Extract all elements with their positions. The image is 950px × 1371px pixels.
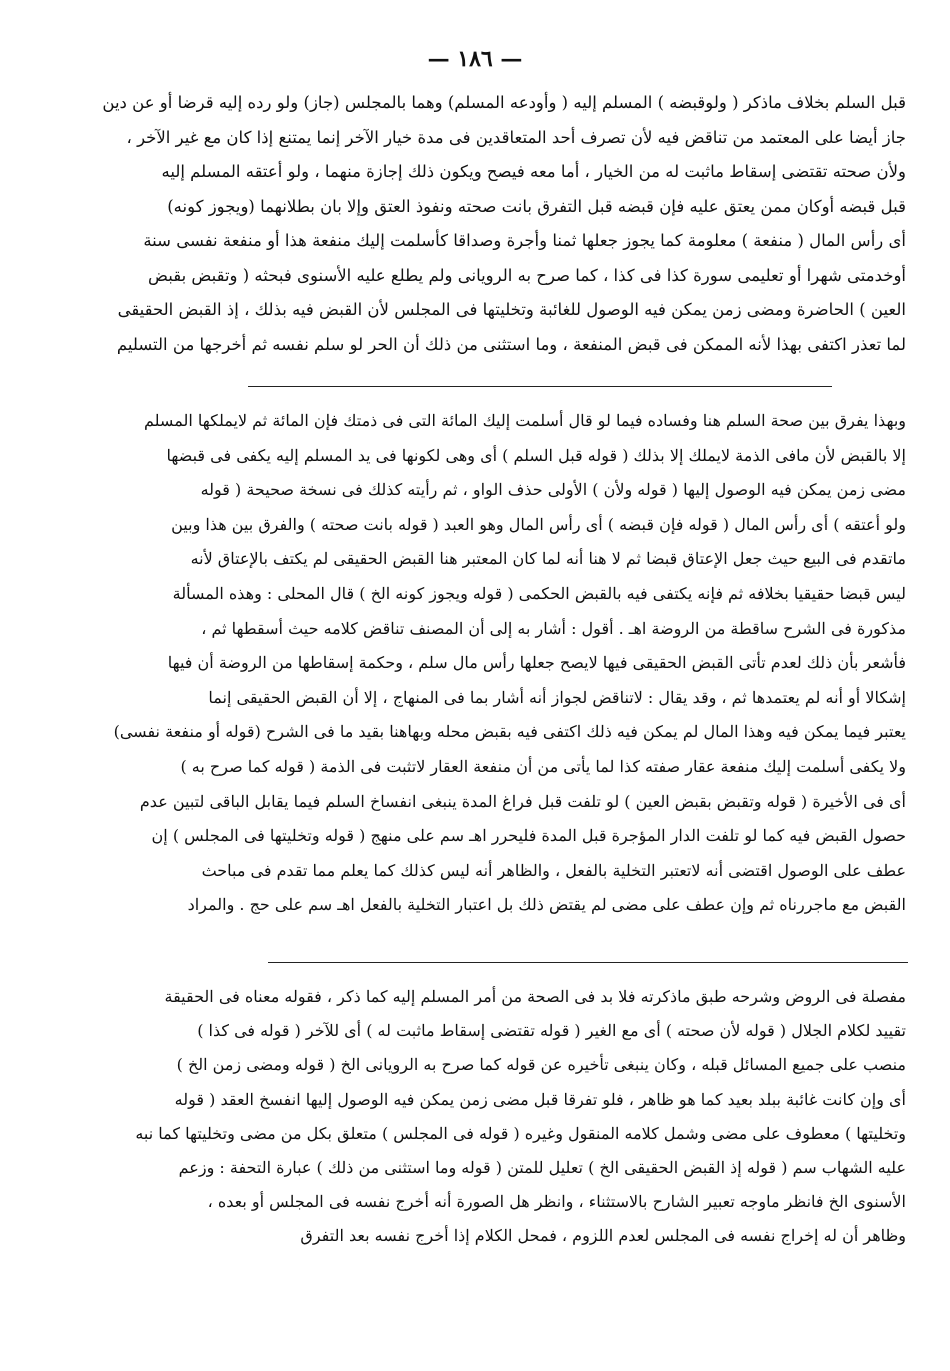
commentary-line: مذكورة فى الشرح ساقطة من الروضة اهـ . أقول : أشار به إلى أن المصنف تناقض كلامه حيث أسقطها ثم ، bbox=[201, 618, 906, 638]
section-divider bbox=[248, 386, 832, 387]
commentary-line: يعتبر فيما يمكن فيه وهذا المال لم يمكن فيه ذلك اكتفى فيه بقبض محله وبهاهنا بقيد ما فى الشرح (قوله أو منفعة نفسى) bbox=[113, 722, 906, 742]
commentary-line: حصول القبض فيه كما لو تلفت الدار المؤجرة قبل المدة فليحرر اهـ سم على منهج ( قوله وتخليتها فى المجلس ) إن bbox=[151, 826, 906, 846]
commentary-line: وبهذا يفرق بين صحة السلم هنا وفساده فيما لو قال أسلمت إليك المائة التى فى ذمتك فإن المائة ثم لايملكها المسلم bbox=[143, 411, 906, 430]
commentary-block-2 bbox=[74, 980, 906, 1254]
commentary-line: الأسنوى الخ فانظر ماوجه تعبير الشارح بالاستثناء ، وانظر هل الصورة أنه أخرج نفسه فى المجلس أو بعده ، bbox=[207, 1192, 906, 1212]
main-text-block bbox=[74, 86, 906, 362]
commentary-line: مضى زمن يمكن فيه الوصول إليها ( قوله ولأن ) الأولى حذف الواو ، ثم رأيته كذلك فى نسخة صحيحة ( قوله bbox=[200, 480, 906, 500]
commentary-line: عليه الشهاب سم ( قوله إذ القبض الحقيقى الخ ) تعليل للمتن ( قوله وما استثنى من ذلك ) عبارة التحفة : وزعم bbox=[178, 1157, 906, 1177]
commentary-block-1 bbox=[74, 404, 906, 923]
page-number: — ١٨٦ — bbox=[427, 46, 523, 72]
commentary-line: إشكالا أو أنه لم يعتمدها ثم ، وقد يقال : لاتناقض لجواز أنه أشار بما فى المنهاج ، إلا أن القبض الحقيقى إنما bbox=[208, 687, 906, 707]
main-text-line: أوخدمتى شهرا أو تعليمى سورة كذا فى كذا ، كما صرح به الرويانى ولم يطلع عليه الأسنوى فبحثه ( وتقبض بقبض bbox=[148, 265, 906, 285]
commentary-line: إلا بالقبض لأن مافى الذمة لايملك إلا بذلك ( قوله قبل السلم ) أى وهى لكونها فى يد المسلم إليه يكفى فى قبضها bbox=[166, 445, 906, 465]
commentary-line: وتخليتها ) معطوف على مضى وشمل كلامه المنقول وغيره ( قوله فى المجلس ) متعلق بكل من مضى وتخليتها كما نبه bbox=[135, 1123, 906, 1143]
commentary-line: ماتقدم فى البيع حيث جعل الإعتاق قبضا ثم لا هنا أنه لما كان المعتبر هنا القبض الحقيقى لم يكتف بالإعتاق لأنه bbox=[190, 549, 906, 569]
main-text-line: جاز أيضا على المعتمد من تناقض فيه لأن تصرف أحد المتعاقدين فى مدة خيار الآخر إنما يمتنع إذا كان مع غير الآخر ، bbox=[126, 127, 906, 147]
main-text-line: العين ) الحاضرة ومضى زمن يمكن فيه الوصول للغائبة وتخليتها فى المجلس لأن القبض فيه بذلك ، إذ القبض الحقيقى bbox=[117, 300, 906, 319]
commentary-line: مفصلة فى الروض وشرحه طبق ماذكرته فلا بد فى الصحة من أمر المسلم إليه كما ذكر ، فقوله معناه فى الحقيقة bbox=[164, 987, 906, 1006]
commentary-line: تقييد لكلام الجلال ( قوله لأن صحته ) أى مع الغير ( قوله تقتضى إسقاط ماثبت له ) أى للآخر ( قوله فى كذا ) bbox=[197, 1021, 906, 1041]
main-text-line: قبل السلم بخلاف ماذكر ( ولوقبضه ) المسلم إليه ( وأودعه المسلم) وهما بالمجلس (جاز) ولو رده إليه قرضا أو عن دين bbox=[102, 93, 906, 112]
commentary-line: منصب على جميع المسائل قبله ، وكان ينبغى تأخيره عن قوله كما صرح به الرويانى الخ ( قوله ومضى زمن الخ ) bbox=[176, 1055, 906, 1075]
commentary-line: أى وإن كانت غائبة ببلد بعيد كما هو ظاهر ، فلو تفرقا قبل مضى زمن يمكن فيه الوصول إليها انفسخ العقد ( قوله bbox=[174, 1089, 906, 1109]
commentary-line: عطف على الوصول اقتضى أنه لاتعتبر التخلية بالفعل ، والظاهر أنه ليس كذلك كما يعلم مما تقدم فى مباحث bbox=[201, 860, 906, 880]
commentary-line: ولا يكفى أسلمت إليك منفعة عقار صفته كذا لما يأتى من أن منفعة العقار لاتثبت فى الذمة ( قوله كما صرح به ) bbox=[180, 756, 906, 776]
commentary-line: فأشعر بأن ذلك لعدم تأتى القبض الحقيقى فيها لايصح جعلها رأس مال سلم ، وحكمة إسقاطها من الروضة أن فيها bbox=[167, 653, 906, 673]
main-text-line: ولأن صحته تقتضى إسقاط ماثبت له من الخيار ، أما معه فيصح ويكون ذلك إجازة منهما ، ولو أعتقه المسلم إليه bbox=[161, 162, 906, 181]
commentary-line: وظاهر أن له إخراج نفسه فى المجلس لعدم اللزوم ، فمحل الكلام إذا أخرج نفسه بعد التفرق bbox=[300, 1226, 906, 1246]
commentary-line: القبض مع ماجررناه ثم وإن عطف على مضى لم يقتض ذلك بل اعتبار التخلية بالفعل اهـ سم على حج . والمراد bbox=[187, 895, 906, 915]
main-text-line: أى رأس المال ( منفعة ) معلومة كما يجوز جعلها ثمنا وأجرة وصداقا كأسلمت إليك منفعة هذا أو منفعة نفسى سنة bbox=[143, 231, 906, 250]
commentary-line: ولو أعتقه ) أى رأس المال ( قوله فإن قبضه ) أى رأس المال وهو العبد ( قوله بانت صحته ) والفرق بين هذا وبين bbox=[171, 514, 906, 534]
commentary-line: أى فى الأخيرة ( قوله وتقبض بقبض العين ) لو تلفت قبل فراغ المدة ينبغى انفساخ السلم فيما يقابل الباقى لتبين عدم bbox=[139, 791, 906, 811]
main-text-line: قبل قبضه أوكان ممن يعتق عليه فإن قبضه قبل التفرق بانت صحته ونفوذ العتق وإلا بان بطلانهما (ويجوز كونه) bbox=[167, 196, 906, 216]
commentary-line: ليس قبضا حقيقيا بخلافه ثم فإنه يكتفى فيه بالقبض الحكمى ( قوله ويجوز كونه الخ ) قال المحلى : وهذه المسألة bbox=[172, 583, 906, 603]
main-text-line: لما تعذر اكتفى بهذا لأنه الممكن فى قبض المنفعة ، وما استثنى من ذلك أن الحر لو سلم نفسه ثم أخرجها من التسليم bbox=[116, 334, 906, 354]
section-divider bbox=[268, 962, 908, 963]
